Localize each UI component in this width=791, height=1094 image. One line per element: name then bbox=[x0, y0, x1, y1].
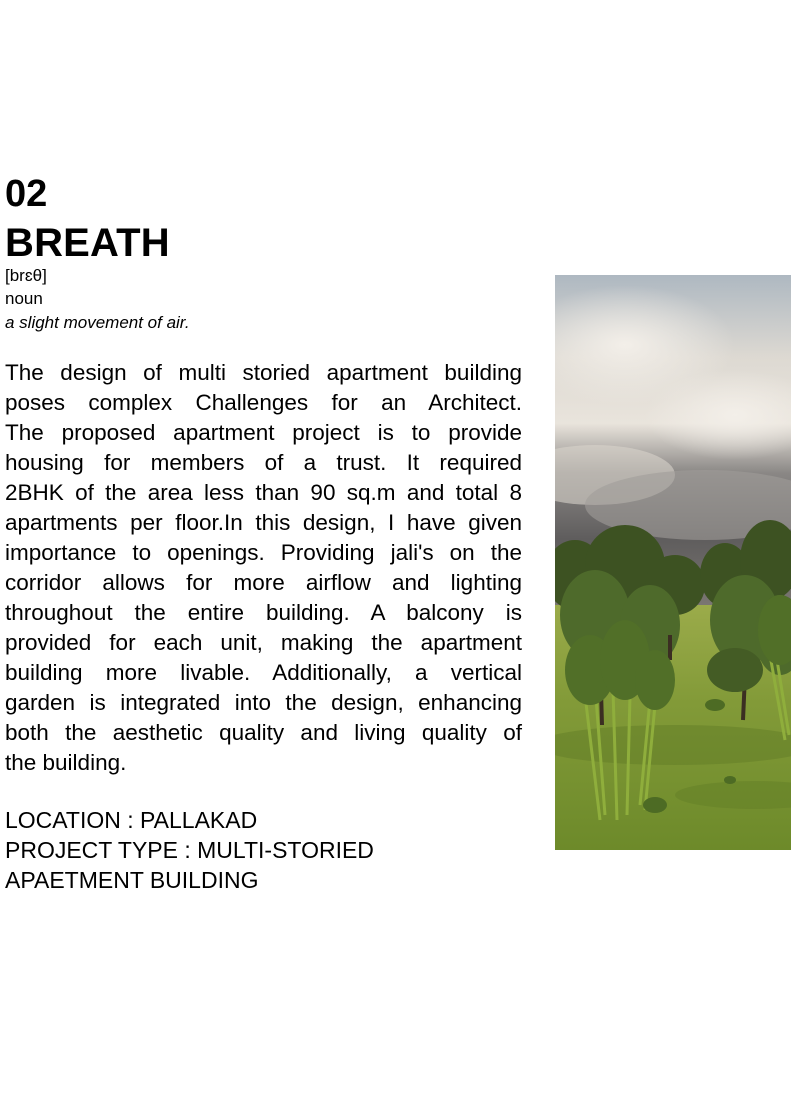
project-description bbox=[5, 358, 522, 778]
part-of-speech: noun bbox=[5, 289, 43, 308]
description-line: provided for each unit, making the apartment bbox=[5, 630, 522, 655]
description-line: The design of multi storied apartment building bbox=[5, 360, 522, 385]
description-line: throughout the entire building. A balcony is bbox=[5, 600, 522, 625]
description-line: 2BHK of the area less than 90 sq.m and total 8 bbox=[5, 480, 522, 505]
project-type-line: PROJECT TYPE : MULTI-STORIED bbox=[5, 837, 374, 863]
description-line: garden is integrated into the design, enhancing bbox=[5, 690, 522, 715]
description-line: The proposed apartment project is to provide bbox=[5, 420, 522, 445]
description-line: the building. bbox=[5, 750, 127, 775]
description-line: apartments per floor.In this design, I have given bbox=[5, 510, 522, 535]
project-number: 02 bbox=[5, 173, 48, 215]
description-line: building more livable. Additionally, a vertical bbox=[5, 660, 522, 685]
description-line: importance to openings. Providing jali's on the bbox=[5, 540, 522, 565]
phonetic-spelling: [brɛθ] bbox=[5, 266, 47, 285]
render-image bbox=[555, 275, 791, 850]
description-line: corridor allows for more airflow and lighting bbox=[5, 570, 522, 595]
location-line: LOCATION : PALLAKAD bbox=[5, 807, 258, 833]
definition: a slight movement of air. bbox=[5, 313, 190, 332]
description-line: both the aesthetic quality and living quality of bbox=[5, 720, 522, 745]
description-line: poses complex Challenges for an Architect. bbox=[5, 390, 522, 415]
project-info bbox=[5, 805, 374, 895]
project-type-line-continued: APAETMENT BUILDING bbox=[5, 867, 259, 893]
description-line: housing for members of a trust. It required bbox=[5, 450, 522, 475]
project-title: BREATH bbox=[5, 221, 170, 265]
